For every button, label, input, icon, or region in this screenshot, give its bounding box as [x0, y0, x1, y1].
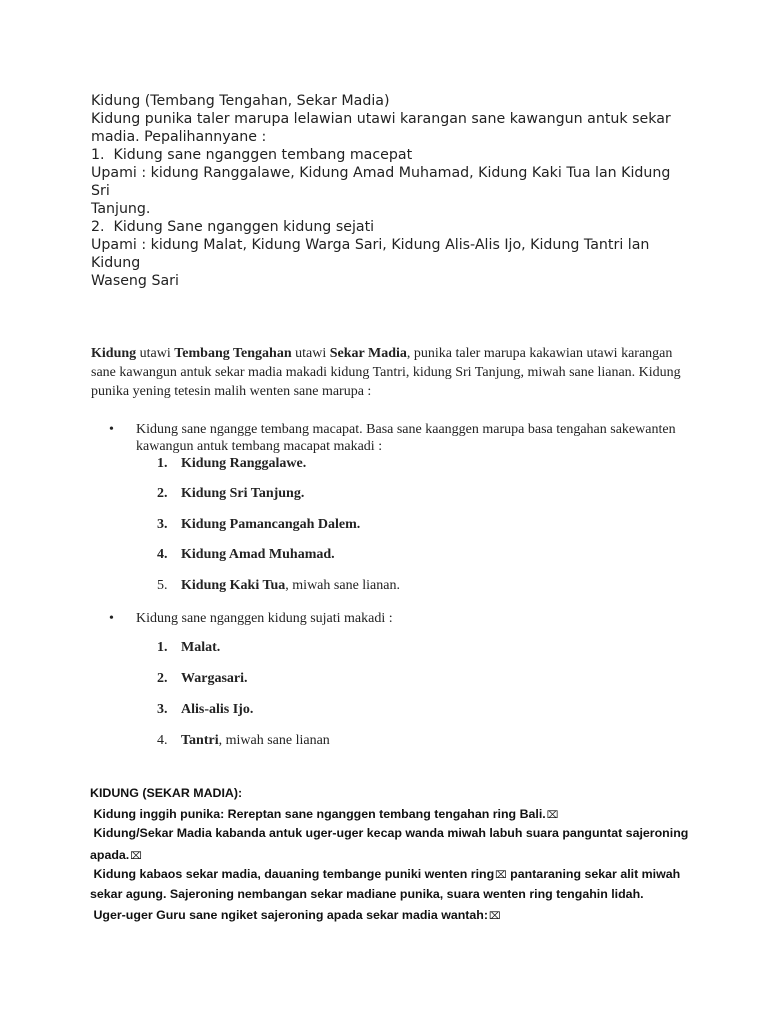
item-number: 2.: [157, 671, 168, 686]
item-number: 2.: [157, 486, 168, 501]
intro-bold-sekar: Sekar Madia: [329, 346, 407, 361]
item-text: Tantri: [181, 733, 219, 748]
item-rest: , miwah sane lianan.: [285, 578, 400, 593]
line-text: Kidung/Sekar Madia kabanda antuk uger-uger kecap wanda miwah labuh suara panguntat sajeroning: [93, 826, 689, 840]
item-number: 5.: [157, 578, 168, 593]
line-text: apada.: [90, 848, 130, 862]
checkbox-symbol-icon: ⌧: [130, 851, 142, 862]
checkbox-symbol-icon: ⌧: [489, 911, 501, 922]
checkbox-symbol-icon: ⌧: [546, 810, 559, 821]
text-line: [90, 887, 644, 901]
line-text: Kidung kabaos sekar madia, dauaning tembange puniki wenten ring: [93, 867, 495, 881]
text-line: Kidung punika taler marupa lelawian utawi karangan sane kawangun antuk sekar: [91, 111, 671, 127]
formatted-text-section: [91, 344, 691, 748]
item-number: 1.: [157, 456, 168, 471]
item-text: Kidung Kaki Tua: [181, 578, 286, 593]
bullet-icon: •: [109, 611, 114, 626]
intro-bold-tembang: Tembang Tengahan: [174, 346, 292, 361]
intro-text: , punika taler marupa kakawian utawi karangan sane kawangun antuk sekar madia makadi kidung Tantri, kidung Sri Tanjung, miwah sane lianan. Kidung punika yening tetesin malih wenten sane marupa :: [91, 346, 681, 399]
intro-text: utawi: [136, 346, 175, 361]
bullet-icon: •: [109, 422, 114, 437]
text-line: 1. Kidung sane nganggen tembang macepat: [91, 147, 413, 163]
intro-text: utawi: [291, 346, 330, 361]
text-line: [90, 908, 501, 922]
line-text: Kidung inggih punika: Rereptan sane nganggen tembang tengahan ring Bali.: [93, 807, 546, 821]
section-heading: KIDUNG (SEKAR MADIA):: [90, 786, 243, 800]
line-text: Uger-uger Guru sane ngiket sajeroning apada sekar madia wantah:: [93, 908, 488, 922]
checkbox-symbol-icon: ⌧: [495, 870, 507, 881]
text-line: [90, 807, 558, 821]
text-line: Upami : kidung Malat, Kidung Warga Sari, Kidung Alis-Alis Ijo, Kidung Tantri lan Kidung: [91, 237, 650, 271]
bullet-text: Kidung sane ngangge tembang macapat. Basa sane kaanggen marupa basa tengahan sakewanten kawangun antuk tembang macapat makadi :: [136, 422, 676, 454]
line-text: sekar agung. Sajeroning nembangan sekar madiane punika, suara wenten ring tengahin lidah.: [90, 887, 644, 901]
item-number: 4.: [157, 733, 168, 748]
text-line: madia. Pepalihannyane :: [91, 129, 267, 145]
item-text: Malat.: [181, 640, 221, 655]
item-text: Kidung Pamancangah Dalem.: [181, 517, 361, 532]
text-line: [90, 826, 688, 840]
text-line: [90, 848, 142, 862]
text-line: Upami : kidung Ranggalawe, Kidung Amad Muhamad, Kidung Kaki Tua lan Kidung Sri: [91, 165, 671, 199]
item-text: Kidung Amad Muhamad.: [181, 547, 335, 562]
item-text: Kidung Ranggalawe.: [181, 456, 307, 471]
item-text: Alis-alis Ijo.: [181, 702, 254, 717]
text-line: Waseng Sari: [91, 273, 179, 289]
intro-bold-kidung: Kidung: [91, 346, 137, 361]
text-line: [90, 867, 680, 881]
item-text: Wargasari.: [181, 671, 248, 686]
text-line: 2. Kidung Sane nganggen kidung sejati: [91, 219, 375, 235]
text-line: Kidung (Tembang Tengahan, Sekar Madia): [91, 93, 390, 109]
item-number: 4.: [157, 547, 168, 562]
bullet-text: Kidung sane nganggen kidung sujati makadi :: [136, 611, 393, 626]
text-line: Tanjung.: [91, 201, 151, 217]
item-number: 3.: [157, 517, 168, 532]
plain-text-section: [91, 92, 691, 290]
intro-paragraph: [91, 344, 691, 401]
line-text-after: pantaraning sekar alit miwah: [506, 867, 681, 881]
item-number: 3.: [157, 702, 168, 717]
item-number: 1.: [157, 640, 168, 655]
item-rest: , miwah sane lianan: [218, 733, 330, 748]
item-text: Kidung Sri Tanjung.: [181, 486, 305, 501]
